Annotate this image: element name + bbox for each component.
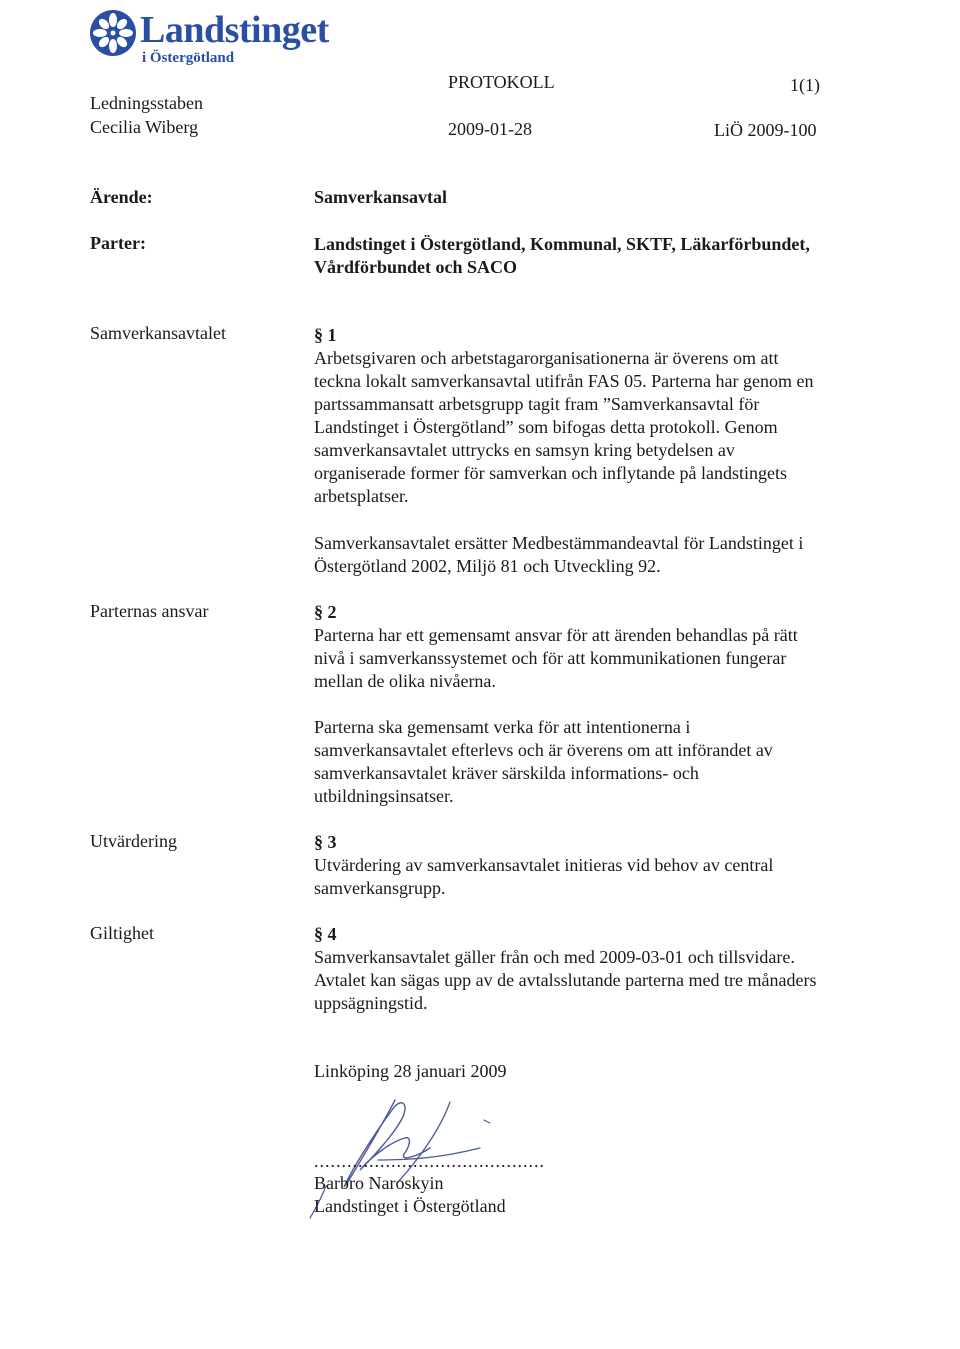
section-2-paragraph-2-line: samverkansavtalet efterlevs och är överens om att införandet av	[314, 740, 773, 760]
logo-brand-text: Landstinget	[140, 9, 329, 51]
header-reference: LiÖ 2009-100	[714, 120, 817, 140]
parter-label: Parter:	[90, 233, 146, 253]
section-1-line: partssammansatt arbetsgrupp tagit fram ”Samverkansavtal för	[314, 394, 760, 414]
parter-line-2: Vårdförbundet och SACO	[314, 257, 518, 277]
section-4-line: uppsägningstid.	[314, 993, 428, 1013]
header-dept: Ledningsstaben	[90, 93, 203, 113]
section-label-utvardering: Utvärdering	[90, 831, 177, 851]
section-heading-1: § 1	[314, 325, 337, 345]
section-1-paragraph-2-line: Samverkansavtalet ersätter Medbestämmandeavtal för Landstinget i	[314, 533, 804, 553]
header-doc-type: PROTOKOLL	[448, 72, 555, 92]
signature-name: Barbro Naroskyin	[314, 1173, 444, 1193]
section-2-line: Parterna har ett gemensamt ansvar för att ärenden behandlas på rätt	[314, 625, 798, 645]
logo-sub-text: i Östergötland	[142, 50, 235, 66]
section-3-line: samverkansgrupp.	[314, 878, 446, 898]
section-1-line: Arbetsgivaren och arbetstagarorganisationerna är överens om att	[314, 348, 779, 368]
section-4-line: Avtalet kan sägas upp av de avtalsslutande parterna med tre månaders	[314, 970, 817, 990]
section-2-line: mellan de olika nivåerna.	[314, 671, 496, 691]
section-2-paragraph-2-line: Parterna ska gemensamt verka för att intentionerna i	[314, 717, 691, 737]
parter-line-1: Landstinget i Östergötland, Kommunal, SKTF, Läkarförbundet,	[314, 234, 810, 254]
section-heading-3: § 3	[314, 832, 337, 852]
arende-label: Ärende:	[90, 187, 153, 207]
section-heading-4: § 4	[314, 924, 337, 944]
signature-line: ..........................................	[314, 1151, 545, 1171]
header-date: 2009-01-28	[448, 119, 532, 139]
section-2-line: nivå i samverkanssystemet och för att kommunikationen fungerar	[314, 648, 787, 668]
section-2-paragraph-2-line: samverkansavtalet kräver särskilda informations- och	[314, 763, 699, 783]
arende-value: Samverkansavtal	[314, 187, 448, 207]
logo-emblem-icon	[88, 8, 138, 58]
section-1-paragraph-2-line: Östergötland 2002, Miljö 81 och Utveckling 92.	[314, 556, 661, 576]
section-1-line: teckna lokalt samverkansavtal utifrån FAS 05. Parterna har genom en	[314, 371, 814, 391]
section-1-line: samverkansavtalet uttrycks en samsyn kring betydelsen av	[314, 440, 735, 460]
section-heading-2: § 2	[314, 602, 337, 622]
section-1-line: Landstinget i Östergötland” som bifogas detta protokoll. Genom	[314, 417, 778, 437]
section-1-line: organiserade former för samverkan och inflytande på landstingets	[314, 463, 788, 483]
signature-org: Landstinget i Östergötland	[314, 1196, 506, 1216]
section-3-line: Utvärdering av samverkansavtalet initieras vid behov av central	[314, 855, 774, 875]
signature-place-date: Linköping 28 januari 2009	[314, 1061, 507, 1081]
header-person: Cecilia Wiberg	[90, 117, 199, 137]
header-page-number: 1(1)	[790, 75, 820, 95]
section-label-giltighet: Giltighet	[90, 923, 154, 943]
landstinget-logo	[88, 6, 348, 68]
section-label-samverkansavtalet: Samverkansavtalet	[90, 323, 226, 343]
section-2-paragraph-2-line: utbildningsinsatser.	[314, 786, 454, 806]
section-label-parternas-ansvar: Parternas ansvar	[90, 601, 209, 621]
section-4-line: Samverkansavtalet gäller från och med 2009-03-01 och tillsvidare.	[314, 947, 795, 967]
section-1-line: arbetsplatser.	[314, 486, 409, 506]
